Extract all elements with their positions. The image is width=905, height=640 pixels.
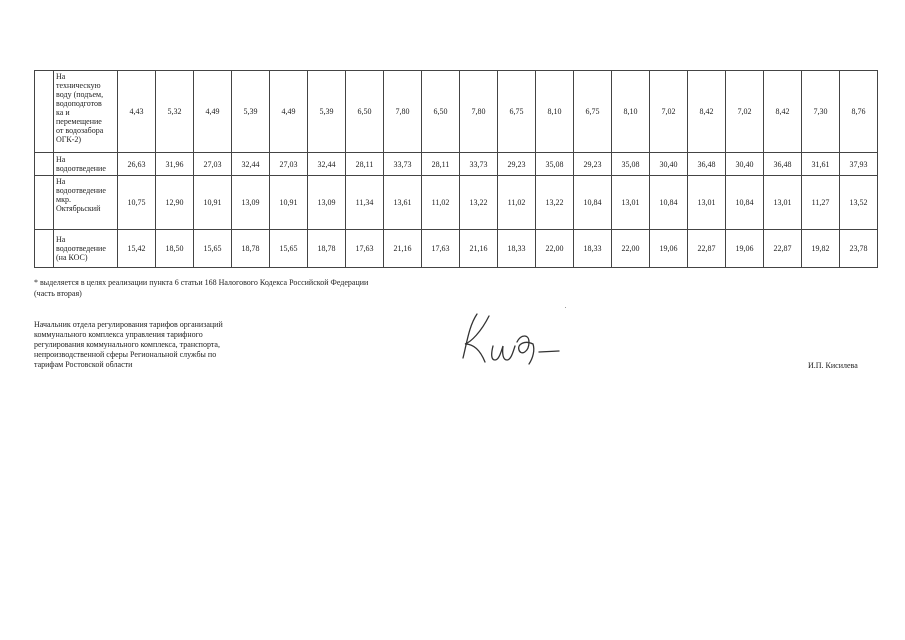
tariff-value-cell: 36,48 (764, 153, 802, 176)
row-name-line: водоотведение (56, 164, 106, 173)
tariff-value-cell: 10,84 (726, 176, 764, 230)
tariff-value-cell: 31,61 (802, 153, 840, 176)
tariff-value-cell: 19,06 (650, 230, 688, 268)
tariff-value-cell: 7,80 (460, 71, 498, 153)
tariff-value-cell: 5,39 (232, 71, 270, 153)
tariff-value-cell: 13,52 (840, 176, 878, 230)
tariff-value-cell: 10,75 (118, 176, 156, 230)
row-name-line: техническую (56, 81, 101, 90)
position-line-3: регулирования коммунального комплекса, транспорта, (34, 340, 220, 349)
tariff-value-cell: 17,63 (346, 230, 384, 268)
tariff-table (34, 70, 878, 268)
footnote-line-2: (часть вторая) (34, 289, 82, 298)
tariff-value-cell: 11,02 (498, 176, 536, 230)
tariff-value-cell: 28,11 (346, 153, 384, 176)
position-line-5: тарифам Ростовской области (34, 360, 133, 369)
tariff-value-cell: 23,78 (840, 230, 878, 268)
footnote-line-1: * выделяется в целях реализации пункта 6 статьи 168 Налогового Кодекса Российской Федерации (34, 278, 369, 287)
table-row (35, 176, 878, 230)
row-number-cell (35, 153, 54, 176)
tariff-value-cell: 7,02 (650, 71, 688, 153)
tariff-value-cell: 11,02 (422, 176, 460, 230)
tariff-value-cell: 32,44 (308, 153, 346, 176)
tariff-value-cell: 8,10 (612, 71, 650, 153)
scan-speck (565, 307, 566, 308)
row-name-cell (54, 153, 118, 176)
position-line-4: непроизводственной сферы Региональной службы по (34, 350, 217, 359)
tariff-value-cell: 18,33 (574, 230, 612, 268)
tariff-value-cell: 26,63 (118, 153, 156, 176)
row-name-line: На (56, 72, 66, 81)
row-name-line: На (56, 235, 66, 244)
row-name-line: водоотведение (56, 244, 106, 253)
row-name-cell (54, 176, 118, 230)
tariff-value-cell: 8,10 (536, 71, 574, 153)
row-number-cell (35, 71, 54, 153)
tariff-value-cell: 29,23 (574, 153, 612, 176)
tariff-value-cell: 7,02 (726, 71, 764, 153)
tariff-value-cell: 7,80 (384, 71, 422, 153)
tariff-value-cell: 19,06 (726, 230, 764, 268)
table-row (35, 153, 878, 176)
tariff-value-cell: 22,00 (536, 230, 574, 268)
tariff-value-cell: 10,84 (574, 176, 612, 230)
signature-image (455, 308, 565, 370)
position-line-1: Начальник отдела регулирования тарифов организаций (34, 320, 223, 329)
tariff-value-cell: 15,65 (270, 230, 308, 268)
tariff-value-cell: 37,93 (840, 153, 878, 176)
tariff-value-cell: 33,73 (460, 153, 498, 176)
tariff-value-cell: 27,03 (270, 153, 308, 176)
tariff-value-cell: 12,90 (156, 176, 194, 230)
tariff-value-cell: 27,03 (194, 153, 232, 176)
row-name-line: Октябрьский (56, 204, 101, 213)
tariff-value-cell: 35,08 (612, 153, 650, 176)
tariff-value-cell: 21,16 (460, 230, 498, 268)
row-name-line: ка и (56, 108, 70, 117)
row-name-cell (54, 230, 118, 268)
row-name-line: водоотведение (56, 186, 106, 195)
tariff-value-cell: 15,42 (118, 230, 156, 268)
tariff-value-cell: 28,11 (422, 153, 460, 176)
tariff-value-cell: 4,43 (118, 71, 156, 153)
tariff-value-cell: 6,75 (574, 71, 612, 153)
tariff-value-cell: 10,84 (650, 176, 688, 230)
tariff-value-cell: 18,78 (232, 230, 270, 268)
tariff-value-cell: 13,09 (232, 176, 270, 230)
row-name-line: водоподготов (56, 99, 102, 108)
tariff-value-cell: 6,50 (422, 71, 460, 153)
tariff-value-cell: 7,30 (802, 71, 840, 153)
tariff-value-cell: 19,82 (802, 230, 840, 268)
row-number-cell (35, 230, 54, 268)
row-name-line: мкр. (56, 195, 71, 204)
row-name-line: ОГК-2) (56, 135, 82, 144)
row-name-line: воду (подъем, (56, 90, 104, 99)
tariff-value-cell: 13,22 (536, 176, 574, 230)
position-line-2: коммунального комплекса управления тарифного (34, 330, 203, 339)
tariff-value-cell: 17,63 (422, 230, 460, 268)
tariff-value-cell: 13,22 (460, 176, 498, 230)
row-name-line: перемещение (56, 117, 102, 126)
tariff-value-cell: 30,40 (726, 153, 764, 176)
tariff-value-cell: 13,01 (688, 176, 726, 230)
tariff-value-cell: 4,49 (270, 71, 308, 153)
row-name-cell (54, 71, 118, 153)
row-name-line: (на КОС) (56, 253, 88, 262)
tariff-value-cell: 32,44 (232, 153, 270, 176)
signatory-position (34, 320, 274, 370)
tariff-value-cell: 22,00 (612, 230, 650, 268)
tariff-value-cell: 18,33 (498, 230, 536, 268)
tariff-value-cell: 11,34 (346, 176, 384, 230)
footnote (34, 277, 454, 299)
tariff-value-cell: 13,01 (612, 176, 650, 230)
signatory-name: И.П. Кисилева (808, 361, 858, 370)
tariff-value-cell: 29,23 (498, 153, 536, 176)
tariff-value-cell: 5,32 (156, 71, 194, 153)
tariff-value-cell: 6,50 (346, 71, 384, 153)
tariff-value-cell: 22,87 (688, 230, 726, 268)
tariff-value-cell: 8,42 (764, 71, 802, 153)
tariff-value-cell: 4,49 (194, 71, 232, 153)
tariff-value-cell: 5,39 (308, 71, 346, 153)
tariff-value-cell: 10,91 (270, 176, 308, 230)
tariff-value-cell: 31,96 (156, 153, 194, 176)
tariff-value-cell: 30,40 (650, 153, 688, 176)
tariff-value-cell: 11,27 (802, 176, 840, 230)
tariff-value-cell: 18,78 (308, 230, 346, 268)
table-row (35, 71, 878, 153)
tariff-value-cell: 18,50 (156, 230, 194, 268)
tariff-value-cell: 36,48 (688, 153, 726, 176)
tariff-value-cell: 10,91 (194, 176, 232, 230)
row-name-line: На (56, 177, 66, 186)
tariff-value-cell: 13,61 (384, 176, 422, 230)
tariff-value-cell: 6,75 (498, 71, 536, 153)
table-row (35, 230, 878, 268)
tariff-value-cell: 35,08 (536, 153, 574, 176)
row-name-line: На (56, 155, 66, 164)
tariff-value-cell: 13,09 (308, 176, 346, 230)
tariff-value-cell: 8,76 (840, 71, 878, 153)
tariff-value-cell: 22,87 (764, 230, 802, 268)
row-name-line: от водозабора (56, 126, 104, 135)
tariff-value-cell: 33,73 (384, 153, 422, 176)
tariff-table-body (35, 71, 878, 268)
tariff-value-cell: 15,65 (194, 230, 232, 268)
tariff-value-cell: 13,01 (764, 176, 802, 230)
tariff-value-cell: 8,42 (688, 71, 726, 153)
tariff-value-cell: 21,16 (384, 230, 422, 268)
row-number-cell (35, 176, 54, 230)
